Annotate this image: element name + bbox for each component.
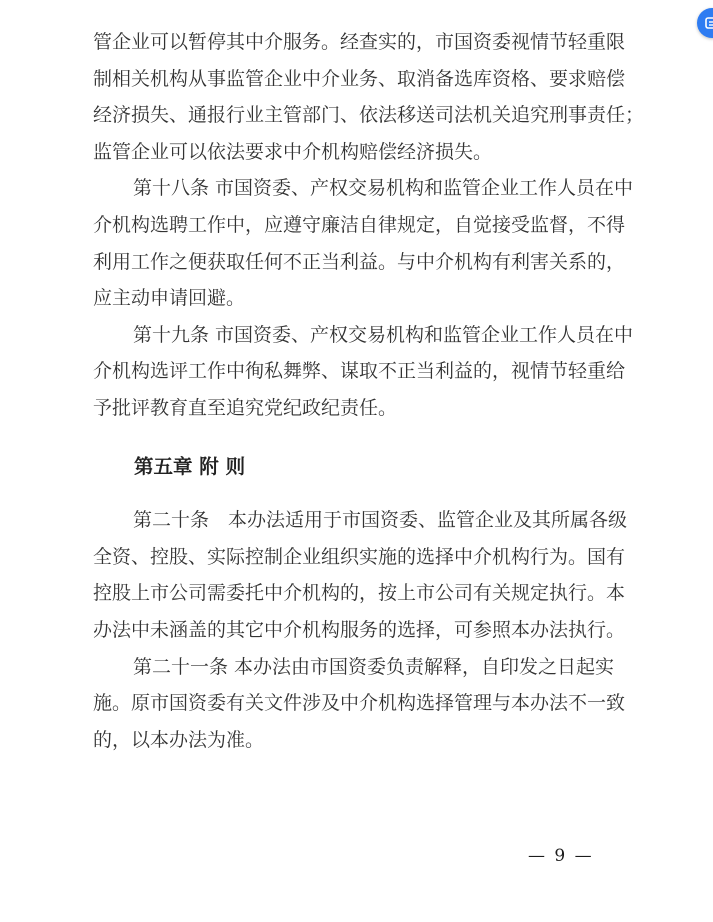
translate-icon bbox=[704, 15, 713, 31]
text-line: 的，以本办法为准。 bbox=[93, 728, 265, 751]
paragraph-article-21 bbox=[93, 649, 627, 759]
paragraph-article-20 bbox=[93, 502, 627, 648]
text-line: 第十九条 市国资委、产权交易机构和监管企业工作人员在中 bbox=[133, 323, 634, 346]
text-line: 经济损失、通报行业主管部门、依法移送司法机关追究刑事责任； bbox=[93, 104, 645, 127]
text-line: 应主动申请回避。 bbox=[93, 287, 246, 310]
translate-floating-button[interactable] bbox=[697, 8, 713, 38]
text-line: 予批评教育直至追究党纪政纪责任。 bbox=[93, 396, 398, 419]
text-line: 全资、控股、实际控制企业组织实施的选择中介机构行为。国有 bbox=[93, 545, 626, 568]
text-line: 办法中未涵盖的其它中介机构服务的选择，可参照本办法执行。 bbox=[93, 618, 626, 641]
text-line: 管企业可以暂停其中介服务。经查实的，市国资委视情节轻重限 bbox=[93, 31, 626, 53]
text-line: 第二十条 本办法适用于市国资委、监管企业及其所属各级 bbox=[133, 509, 628, 532]
chapter-heading: 第五章 附 则 bbox=[134, 454, 246, 478]
text-line: 施。原市国资委有关文件涉及中介机构选择管理与本办法不一致 bbox=[93, 692, 626, 715]
document-text bbox=[93, 24, 645, 758]
text-line: 监管企业可以依法要求中介机构赔偿经济损失。 bbox=[93, 140, 493, 163]
paragraph-continuation bbox=[93, 24, 645, 170]
text-line: 第十八条 市国资委、产权交易机构和监管企业工作人员在中 bbox=[133, 177, 634, 200]
page-number: — 9 — bbox=[528, 846, 592, 866]
text-line: 第二十一条 本办法由市国资委负责解释，自印发之日起实 bbox=[133, 655, 615, 678]
text-line: 利用工作之便获取任何不正当利益。与中介机构有利害关系的， bbox=[93, 250, 626, 273]
paragraph-article-18 bbox=[93, 170, 634, 316]
text-line: 介机构选聘工作中，应遵守廉洁自律规定，自觉接受监督，不得 bbox=[93, 213, 626, 236]
text-line: 控股上市公司需委托中介机构的，按上市公司有关规定执行。本 bbox=[93, 582, 626, 605]
text-line: 介机构选评工作中徇私舞弊、谋取不正当利益的，视情节轻重给 bbox=[93, 360, 626, 383]
paragraph-article-19 bbox=[93, 317, 634, 427]
text-line: 制相关机构从事监管企业中介业务、取消备选库资格、要求赔偿 bbox=[93, 67, 626, 90]
